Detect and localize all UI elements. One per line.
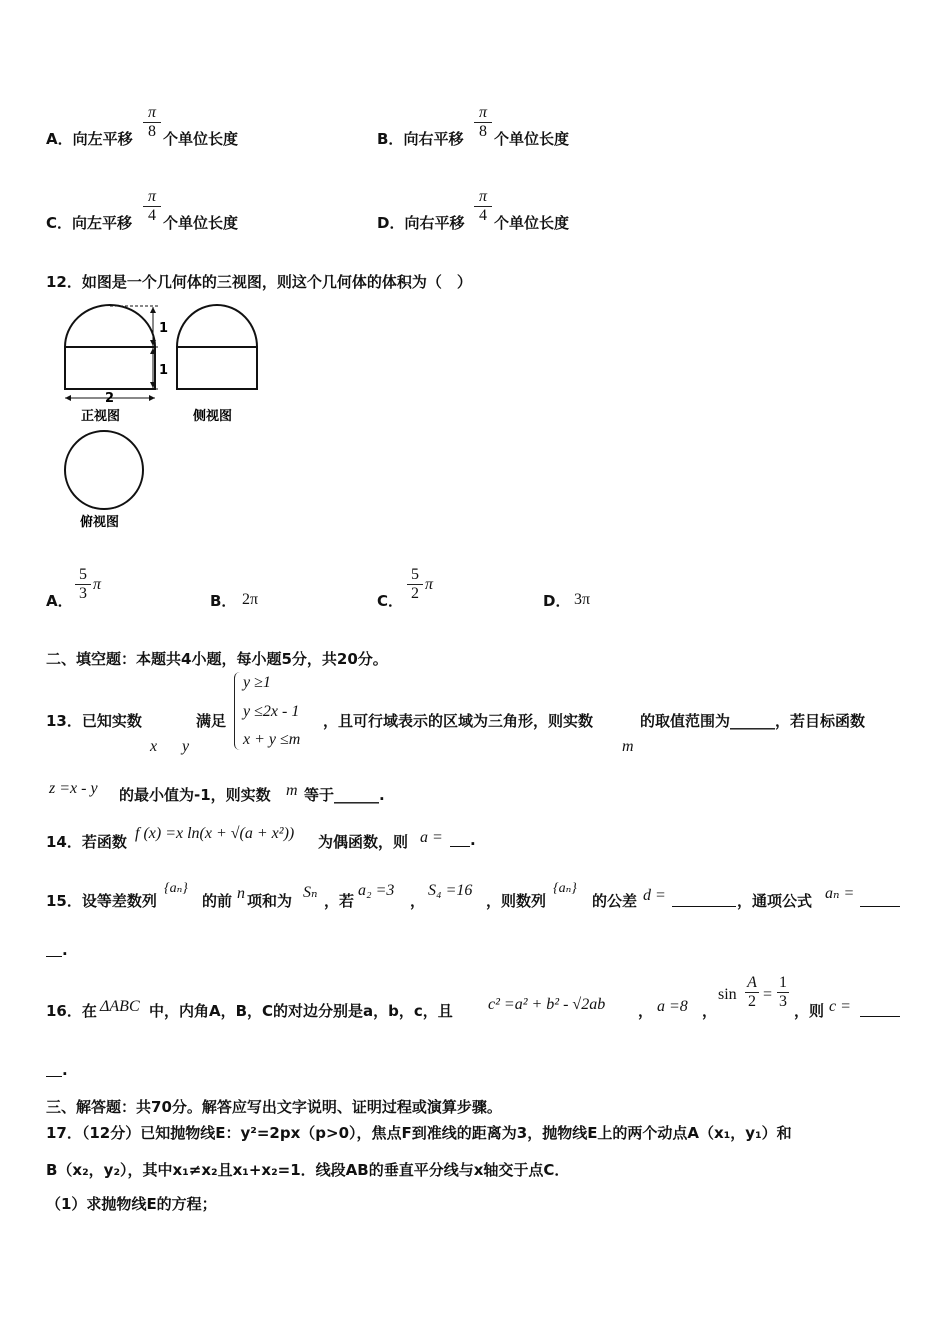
dim-upper-label: 1: [159, 321, 169, 336]
q13-line2-mid: 的最小值为-1，则实数: [119, 786, 271, 804]
q14-lead: 14．若函数: [46, 833, 127, 851]
dim-width-label: 2: [105, 391, 115, 406]
q16-fraction-one-third: 1 3: [779, 974, 787, 1010]
q13-constraint-1: y ≥1: [243, 674, 271, 691]
q12-option-d-label: D．: [543, 592, 571, 610]
q15-a2: a₂ =3: [358, 882, 395, 899]
q13-brace: [234, 672, 241, 750]
q11-option-d-fraction: π 4: [473, 188, 493, 225]
q16-triangle: ΔABC: [100, 998, 140, 1015]
q16-text-1: 中，内角A，B，C的对边分别是a，b，c，且: [149, 1002, 453, 1020]
three-view-figure: [55, 302, 270, 532]
q15-blank-d[interactable]: [672, 906, 736, 907]
q13-var-y: y: [182, 738, 190, 755]
q13-tail: 的取值范围为______，若目标函数: [640, 712, 866, 730]
q13-satisfy: 满足: [196, 712, 227, 730]
q15-var-n: n: [237, 885, 245, 902]
q12-stem: 12．如图是一个几何体的三视图，则这个几何体的体积为（ ）: [46, 273, 472, 291]
section3-heading: 三、解答题：共70分。解答应写出文字说明、证明过程或演算步骤。: [46, 1098, 502, 1116]
q15-text-3: ，若: [324, 892, 355, 910]
q12-option-c-label: C．: [377, 592, 404, 610]
q16-equals: =: [763, 986, 773, 1003]
q11-option-d-tail: 个单位长度: [494, 214, 570, 232]
q15-text-6: 的公差: [592, 892, 638, 910]
q12-option-c-fraction: 5 2: [406, 566, 424, 603]
q13-var-m: m: [622, 738, 634, 755]
q14-answer-blank[interactable]: [450, 846, 470, 847]
q11-option-c-tail: 个单位长度: [163, 214, 239, 232]
front-view-drawing: [65, 305, 159, 401]
section2-heading: 二、填空题：本题共4小题，每小题5分，共20分。: [46, 650, 388, 668]
q17-line-1: 17．（12分）已知抛物线E：y²=2px（p>0），焦点F到准线的距离为3，抛物线E上的两个动点A（x₁，y₁）和: [46, 1124, 792, 1142]
q11-option-b-tail: 个单位长度: [494, 130, 570, 148]
q11-option-a-tail: 个单位长度: [163, 130, 239, 148]
q12-option-b-value: 2π: [242, 591, 259, 608]
q13-mid: ，且可行域表示的区域为三角形，则实数: [323, 712, 594, 730]
q16-lead: 16．在: [46, 1002, 97, 1020]
q16-fraction-A: A 2: [744, 974, 760, 1011]
q17-line-2: B（x₂，y₂），其中x₁≠x₂且x₁+x₂=1．线段AB的垂直平分线与x轴交于点C．: [46, 1161, 570, 1179]
q11-option-b: B．向右平移: [377, 130, 464, 148]
q14-tail: .: [470, 831, 476, 849]
q15-end: .: [62, 941, 68, 959]
q16-blank[interactable]: [860, 1016, 900, 1017]
front-view-label: 正视图: [81, 409, 121, 424]
q15-sequence: {aₙ}: [164, 881, 188, 896]
q12-option-d-value: 3π: [574, 591, 591, 608]
top-view-circle: [65, 431, 143, 509]
q14-var-a: a =: [420, 829, 443, 846]
q11-option-d: D．向右平移: [377, 214, 465, 232]
q15-text-4: ，: [410, 892, 426, 910]
q12-option-c-pi: π: [425, 576, 434, 593]
q15-text-2: 项和为: [247, 892, 293, 910]
q12-option-a-pi: π: [93, 576, 102, 593]
q12-option-a-label: A．: [46, 592, 73, 610]
q15-text-1: 的前: [202, 892, 233, 910]
q15-lead: 15．设等差数列: [46, 892, 157, 910]
side-view-label: 侧视图: [193, 409, 233, 424]
q15-S4: S₄ =16: [428, 882, 473, 899]
q12-option-a-fraction: 5 3: [74, 566, 92, 603]
q11-option-b-fraction: π 8: [473, 104, 493, 141]
q15-Sn: Sₙ: [303, 884, 318, 901]
q15-text-7: ，通项公式: [737, 892, 813, 910]
q15-an: aₙ =: [825, 885, 855, 902]
q13-constraint-3: x + y ≤m: [243, 731, 301, 748]
q16-text-2: ，: [638, 1002, 654, 1020]
q16-blank-cont[interactable]: [46, 1076, 62, 1077]
q11-option-a-fraction: π 8: [142, 104, 162, 141]
q13-var-x: x: [150, 738, 158, 755]
q16-end: .: [62, 1061, 68, 1079]
q14-function: f (x) =x ln(x + √(a + x²)): [135, 825, 295, 842]
q17-part-1: （1）求抛物线E的方程；: [46, 1195, 217, 1213]
q11-option-a: A．向左平移: [46, 130, 133, 148]
q11-option-c: C．向左平移: [46, 214, 133, 232]
q15-blank-an[interactable]: [860, 906, 900, 907]
q13-lead: 13．已知实数: [46, 712, 142, 730]
q16-text-4: ，则: [794, 1002, 825, 1020]
q13-line2-tail: 等于______.: [304, 786, 385, 804]
q16-c: c =: [829, 998, 851, 1015]
q15-text-5: ，则数列: [486, 892, 547, 910]
q16-equation: c² =a² + b² - √2ab: [488, 996, 606, 1013]
q16-a-value: a =8: [657, 998, 688, 1015]
q13-line2-m: m: [286, 782, 298, 799]
q15-d: d =: [643, 887, 666, 904]
q15-blank-an-cont[interactable]: [46, 956, 62, 957]
q11-option-c-fraction: π 4: [142, 188, 162, 225]
side-view-drawing: [177, 305, 257, 389]
q15-sequence-2: {aₙ}: [553, 881, 577, 896]
dim-lower-label: 1: [159, 363, 169, 378]
q16-sin: sin: [718, 986, 737, 1003]
q16-text-3: ，: [702, 1002, 718, 1020]
q12-option-b-label: B．: [210, 592, 237, 610]
q14-mid: 为偶函数，则: [318, 833, 409, 851]
q13-constraint-2: y ≤2x - 1: [243, 703, 300, 720]
top-view-label: 俯视图: [80, 515, 120, 530]
q13-objective: z =x - y: [49, 780, 98, 797]
